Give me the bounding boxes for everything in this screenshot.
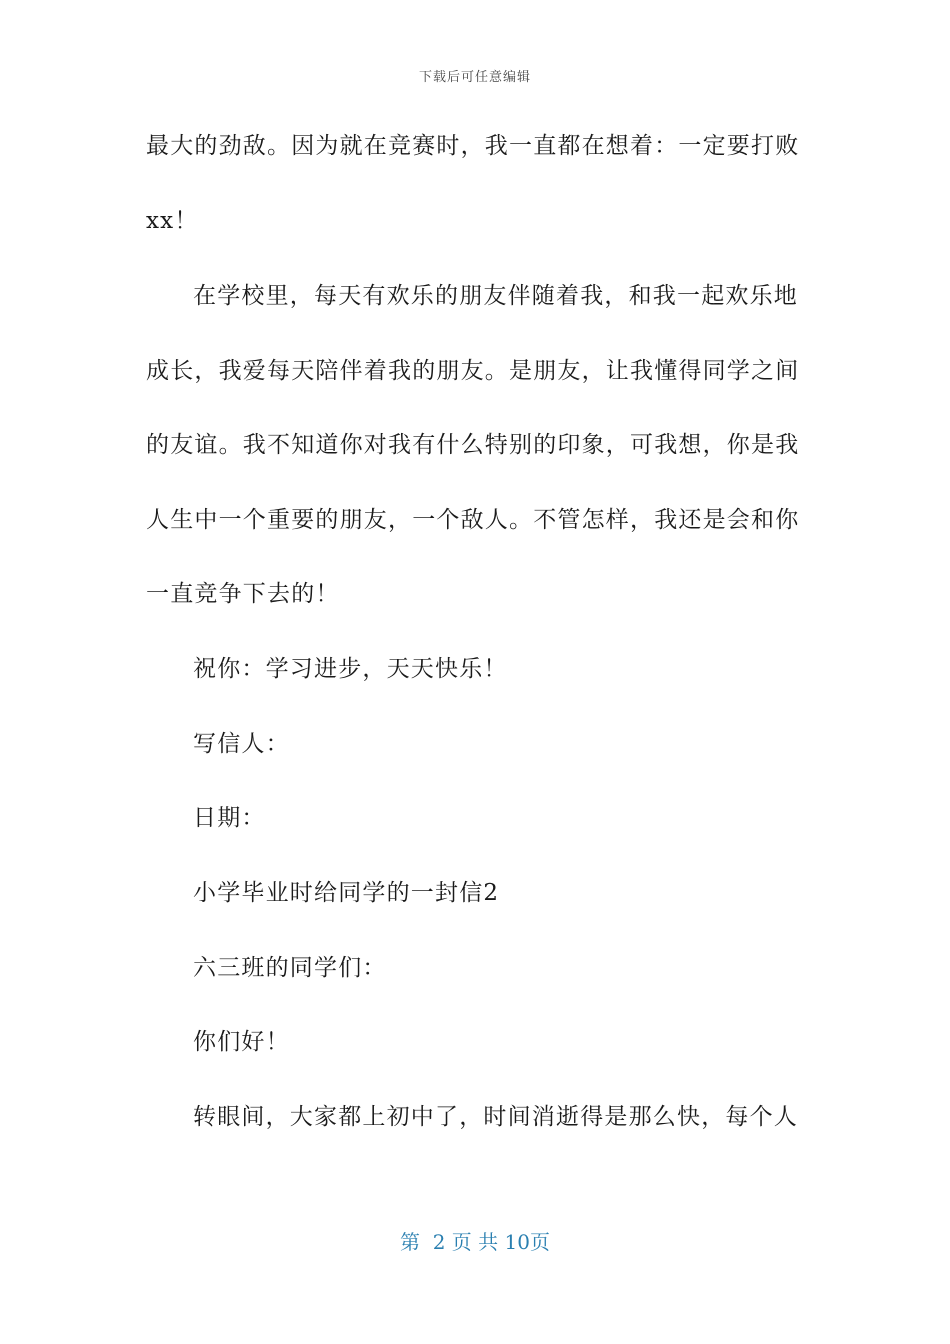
page-number-footer: 第 2 页 共 10页 [400,1230,550,1254]
body-line: 的友谊。我不知道你对我有什么特别的印象，可我想，你是我 [146,432,800,458]
body-line: 在学校里，每天有欢乐的朋友伴随着我，和我一起欢乐地 [193,283,798,309]
body-line: 人生中一个重要的朋友，一个敌人。不管怎样，我还是会和你 [146,507,800,533]
salutation: 六三班的同学们： [193,955,387,981]
body-line: 写信人： [193,731,290,757]
body-line: 最大的劲敌。因为就在竞赛时，我一直都在想着：一定要打败 [146,133,800,159]
body-line: 日期： [193,805,266,831]
section-title: 小学毕业时给同学的一封信2 [193,880,500,906]
body-line: 转眼间，大家都上初中了，时间消逝得是那么快，每个人 [193,1104,798,1130]
body-line: 一直竞争下去的！ [146,581,340,607]
body-line: 成长，我爱每天陪伴着我的朋友。是朋友，让我懂得同学之间 [146,358,800,384]
body-line: xx！ [146,208,199,234]
page-header-note: 下载后可任意编辑 [418,70,531,85]
body-line: 祝你：学习进步，天天快乐！ [193,656,508,682]
greeting: 你们好！ [193,1029,290,1055]
